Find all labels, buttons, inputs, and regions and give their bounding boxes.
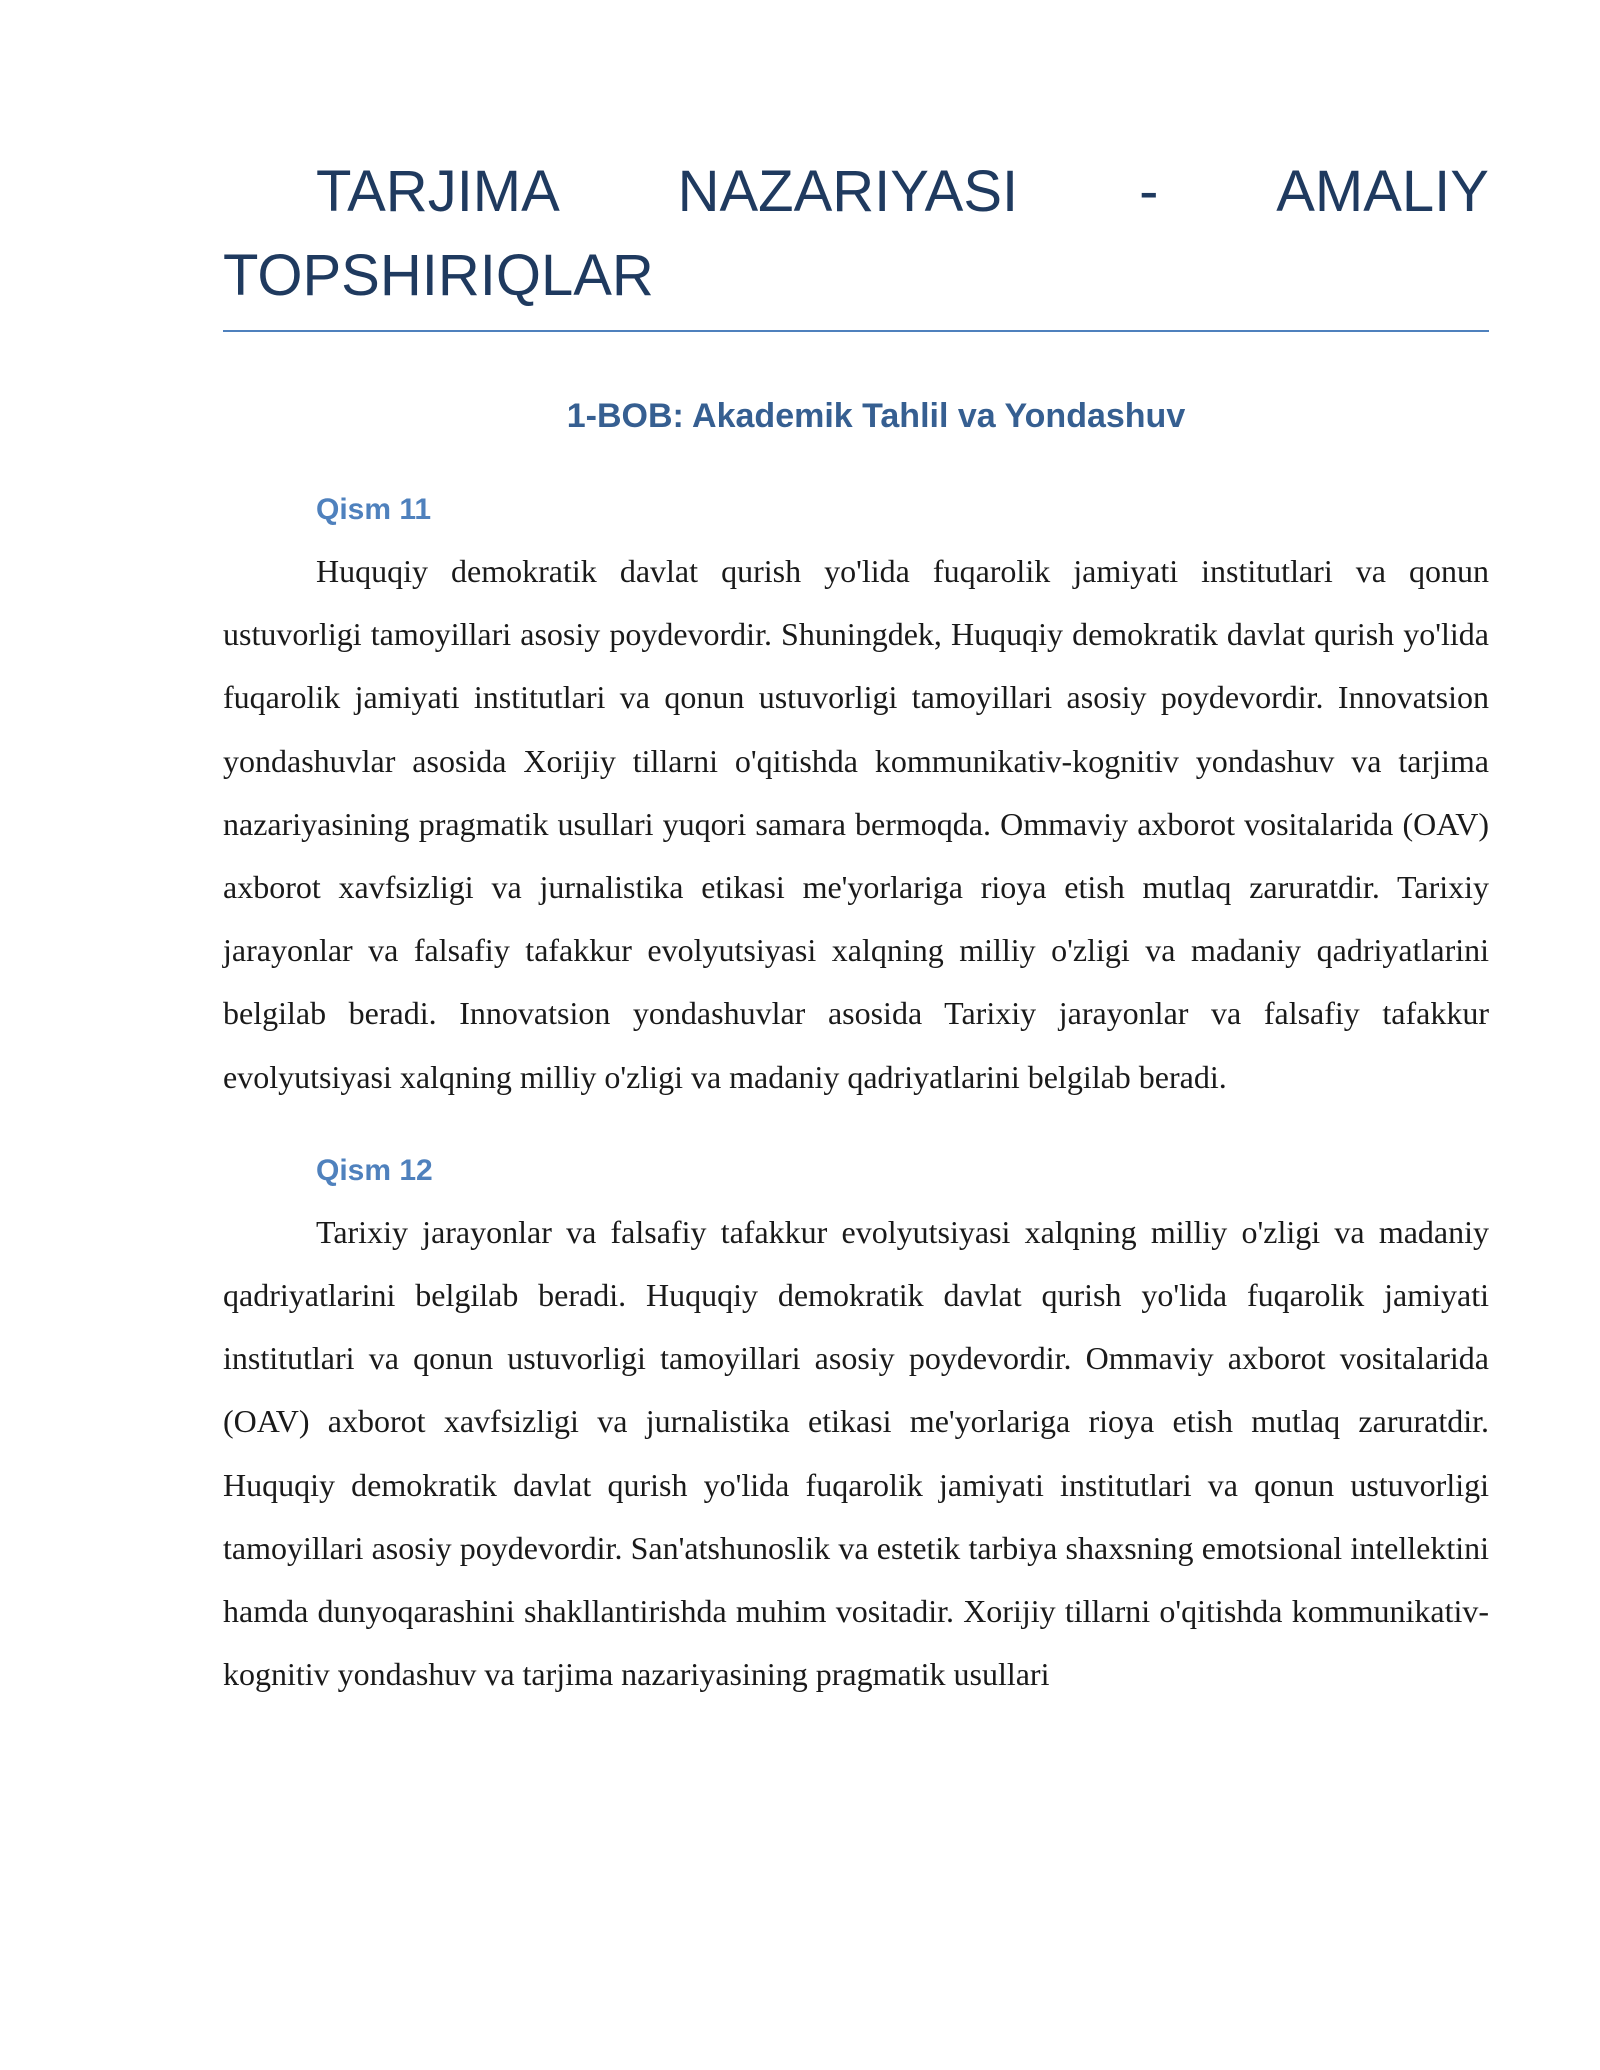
section-heading: Qism 12 — [316, 1153, 433, 1187]
section-paragraph: Tarixiy jarayonlar va falsafiy tafakkur evolyutsiyasi xalqning milliy o'zligi va madaniy qadriyatlarini belgilab beradi. Huquqiy demokratik davlat qurish yo'lida fuqarolik jamiyati institutlari va qonun ustuvorligi tamoyillari asosiy poydevordir. Ommaviy axborot vositalarida (OAV) axborot xavfsizligi va jurnalistika etikasi me'yorlariga rioya etish mutlaq zaruratdir. Huquqiy demokratik davlat qurish yo'lida fuqarolik jamiyati institutlari va qonun ustuvorligi tamoyillari asosiy poydevordir. San'atshunoslik va estetik tarbiya shaxsning emotsional intellektini hamda dunyoqarashini shakllantirishda muhim vositadir. Xorijiy tillarni o'qitishda kommunikativ-kognitiv yondashuv va tarjima nazariyasining pragmatik usullari — [223, 1213, 1489, 1693]
document-page — [223, 150, 1489, 1706]
document-title: TARJIMA NAZARIYASI - AMALIY TOPSHIRIQLAR — [223, 150, 1489, 332]
section-heading: Qism 11 — [316, 493, 432, 526]
section-qism-12 — [223, 1151, 1489, 1707]
section-qism-11 — [223, 490, 1489, 1109]
section-paragraph: Huquqiy demokratik davlat qurish yo'lida fuqarolik jamiyati institutlari va qonun ustuvorligi tamoyillari asosiy poydevordir. Shuningdek, Huquqiy demokratik davlat qurish yo'lida fuqarolik jamiyati institutlari va qonun ustuvorligi tamoyillari asosiy poydevordir. Innovatsion yondashuvlar asosida Xorijiy tillarni o'qitishda kommunikativ-kognitiv yondashuv va tarjima nazariyasining pragmatik usullari yuqori samara bermoqda. Ommaviy axborot vositalarida (OAV) axborot xavfsizligi va jurnalistika etikasi me'yorlariga rioya etish mutlaq zaruratdir. Tarixiy jarayonlar va falsafiy tafakkur evolyutsiyasi xalqning milliy o'zligi va madaniy qadriyatlarini belgilab beradi. Innovatsion yondashuvlar asosida Tarixiy jarayonlar va falsafiy tafakkur evolyutsiyasi xalqning milliy o'zligi va madaniy qadriyatlarini belgilab beradi. — [223, 553, 1489, 1095]
chapter-heading: 1-BOB: Akademik Tahlil va Yondashuv — [566, 397, 1186, 435]
